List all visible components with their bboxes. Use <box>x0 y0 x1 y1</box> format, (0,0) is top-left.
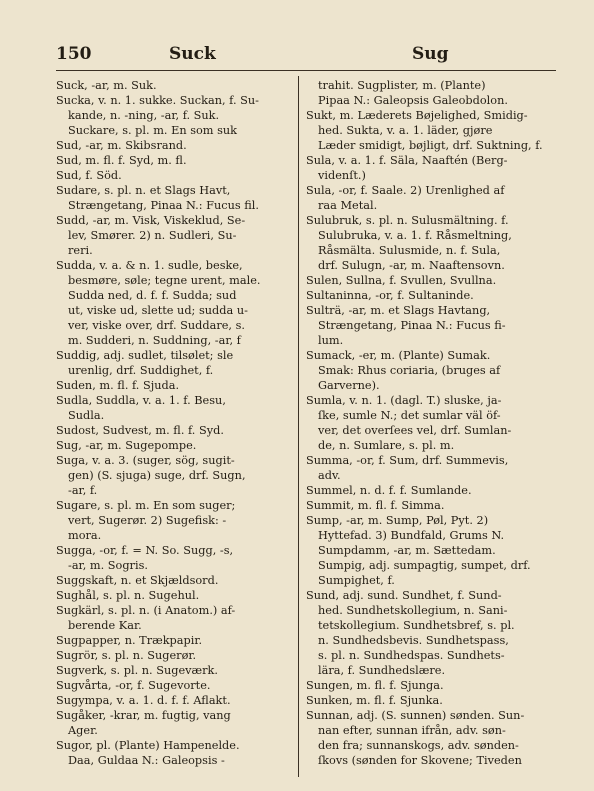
page-header <box>56 44 556 70</box>
entry-line: Sud, m. fl. f. Syd, m. fl. <box>56 154 187 167</box>
entry-line: Sunnan, adj. (S. sunnen) sønden. Sun- <box>306 709 525 722</box>
entry-line: raa Metal. <box>318 199 378 212</box>
entry-line: Sug, -ar, m. Sugepompe. <box>56 439 197 452</box>
entry-line: Sugåker, -krar, m. fugtig, vang <box>56 709 231 722</box>
entry-line: Læder smidigt, bøjligt, drf. Suktning, f. <box>318 139 543 152</box>
entry-line: -ar, f. <box>68 484 98 497</box>
entry-line: vert, Sugerør. 2) Sugefisk: - <box>68 514 227 527</box>
entry-line: videnſt.) <box>318 169 366 182</box>
right-column <box>306 78 558 768</box>
entry-line: Sudla, Suddla, v. a. 1. f. Besu, <box>56 394 226 407</box>
entry-line: Sulubruk, s. pl. n. Sulusmältning. f. <box>306 214 509 227</box>
entry-line: Sugare, s. pl. m. En som suger; <box>56 499 236 512</box>
entry-line: n. Sundhedsbevis. Sundhetspass, <box>318 634 509 647</box>
entry-line: berende Kar. <box>68 619 142 632</box>
entry-line: s. pl. n. Sundhedspas. Sundhets- <box>318 649 505 662</box>
entry-line: Sudla. <box>68 409 105 422</box>
entry-line: Sudda, v. a. & n. 1. sudle, beske, <box>56 259 243 272</box>
entry-line: Sulubruka, v. a. 1. f. Råsmeltning, <box>318 229 512 242</box>
entry-line: Strængetang, Pinaa N.: Fucus fi- <box>318 319 506 332</box>
entry-line: Sudost, Sudvest, m. fl. f. Syd. <box>56 424 224 437</box>
entry-line: adv. <box>318 469 341 482</box>
entry-line: Smak: Rhus coriaria, (bruges af <box>318 364 501 377</box>
entry-line: Summit, m. fl. f. Simma. <box>306 499 445 512</box>
left-column <box>56 78 292 768</box>
entry-line: m. Sudderi, n. Suddning, -ar, f <box>68 334 241 347</box>
entry-line: Sugor, pl. (Plante) Hampenelde. <box>56 739 240 752</box>
entry-line: ſke, sumle N.; det sumlar väl öf- <box>318 409 501 422</box>
header-rule <box>56 70 556 71</box>
entry-line: nan efter, sunnan ifrån, adv. søn- <box>318 724 506 737</box>
entry-line: Sump, -ar, m. Sump, Pøl, Pyt. 2) <box>306 514 489 527</box>
entry-line: Sugrör, s. pl. n. Sugerør. <box>56 649 197 662</box>
entry-line: lev, Smører. 2) n. Sudleri, Su- <box>68 229 237 242</box>
entry-line: Sugvårta, -or, f. Sugevorte. <box>56 679 211 692</box>
entry-line: Sughål, s. pl. n. Sugehul. <box>56 589 200 602</box>
entry-line: gen) (S. sjuga) suge, drf. Sugn, <box>68 469 246 482</box>
entry-line: Sugga, -or, f. = N. So. Sugg, -s, <box>56 544 234 557</box>
entry-line: Sudd, -ar, m. Visk, Viskeklud, Se- <box>56 214 246 227</box>
entry-line: Sugpapper, n. Trækpapir. <box>56 634 203 647</box>
entry-line: Sugympa, v. a. 1. d. f. f. Aflakt. <box>56 694 231 707</box>
entry-line: urenlig, drf. Suddighet, f. <box>68 364 214 377</box>
entry-line: Pipaa N.: Galeopsis Galeobdolon. <box>318 94 508 107</box>
entry-line: Sungen, m. fl. f. Sjunga. <box>306 679 444 692</box>
entry-line: ſkovs (sønden for Skovene; Tiveden <box>318 754 522 767</box>
entry-line: Sulträ, -ar, m. et Slags Havtang, <box>306 304 491 317</box>
entry-line: reri. <box>68 244 93 257</box>
entry-line: Sumack, -er, m. (Plante) Sumak. <box>306 349 491 362</box>
entry-line: Sudare, s. pl. n. et Slags Havt, <box>56 184 231 197</box>
entry-line: Sud, f. Söd. <box>56 169 122 182</box>
entry-line: lära, f. Sundhedslære. <box>318 664 446 677</box>
entry-line: Sumla, v. n. 1. (dagl. T.) sluske, ja- <box>306 394 502 407</box>
entry-line: Suck, -ar, m. Suk. <box>56 79 157 92</box>
entry-line: Råsmälta. Sulusmide, n. f. Sula, <box>318 244 501 257</box>
entry-line: Summa, -or, f. Sum, drf. Summevis, <box>306 454 509 467</box>
entry-line: den fra; sunnanskogs, adv. sønden- <box>318 739 519 752</box>
entry-line: Sund, adj. sund. Sundhet, f. Sund- <box>306 589 502 602</box>
entry-line: mora. <box>68 529 102 542</box>
entry-line: Sumpdamm, -ar, m. Sættedam. <box>318 544 496 557</box>
entry-line: Daa, Guldaa N.: Galeopsis - <box>68 754 225 767</box>
entry-line: Ager. <box>68 724 98 737</box>
entry-line: Strængetang, Pinaa N.: Fucus fil. <box>68 199 259 212</box>
entry-line: hed. Sukta, v. a. 1. läder, gjøre <box>318 124 493 137</box>
entry-line: Sula, v. a. 1. f. Säla, Naaftén (Berg- <box>306 154 508 167</box>
left-guide-word: Suck <box>169 44 216 64</box>
entry-line: Sugkärl, s. pl. n. (i Anatom.) af- <box>56 604 236 617</box>
entry-line: Sukt, m. Læderets Bøjelighed, Smidig- <box>306 109 528 122</box>
entry-line: Sucka, v. n. 1. sukke. Suckan, f. Su- <box>56 94 259 107</box>
entry-line: Suggskaft, n. et Skjældsord. <box>56 574 219 587</box>
entry-line: hed. Sundhetskollegium, n. Sani- <box>318 604 508 617</box>
entry-line: Summel, n. d. f. f. Sumlande. <box>306 484 472 497</box>
entry-line: Sunken, m. fl. f. Sjunka. <box>306 694 443 707</box>
entry-line: ut, viske ud, slette ud; sudda u- <box>68 304 248 317</box>
entry-line: Hyttefad. 3) Bundfald, Grums N. <box>318 529 505 542</box>
entry-line: de, n. Sumlare, s. pl. m. <box>318 439 455 452</box>
entry-line: Suddig, adj. sudlet, tilsølet; sle <box>56 349 234 362</box>
entry-line: Sula, -or, f. Saale. 2) Urenlighed af <box>306 184 505 197</box>
entry-line: besmøre, søle; tegne urent, male. <box>68 274 261 287</box>
entry-line: Sumpighet, f. <box>318 574 395 587</box>
entry-line: Sud, -ar, m. Skibsrand. <box>56 139 187 152</box>
entry-line: trahit. Sugplister, m. (Plante) <box>318 79 486 92</box>
entry-line: drf. Sulugn, -ar, m. Naaftensovn. <box>318 259 505 272</box>
entry-line: Garverne). <box>318 379 380 392</box>
entry-line: Suden, m. fl. f. Sjuda. <box>56 379 180 392</box>
entry-line: ver, viske over, drf. Suddare, s. <box>68 319 245 332</box>
page-number: 150 <box>56 44 92 64</box>
column-divider <box>298 76 299 777</box>
right-guide-word: Sug <box>412 44 449 64</box>
entry-line: Suckare, s. pl. m. En som suk <box>68 124 238 137</box>
entry-line: tetskollegium. Sundhetsbref, s. pl. <box>318 619 515 632</box>
entry-line: Suga, v. a. 3. (suger, sög, sugit- <box>56 454 235 467</box>
entry-line: ver, det overſees vel, drf. Sumlan- <box>318 424 512 437</box>
entry-line: Sultaninna, -or, f. Sultaninde. <box>306 289 474 302</box>
entry-line: Sulen, Sullna, f. Svullen, Svullna. <box>306 274 497 287</box>
entry-line: Sumpig, adj. sumpagtig, sumpet, drf. <box>318 559 531 572</box>
entry-line: lum. <box>318 334 344 347</box>
entry-line: -ar, m. Sogris. <box>68 559 148 572</box>
entry-line: Sugverk, s. pl. n. Sugeværk. <box>56 664 218 677</box>
entry-line: Sudda ned, d. f. f. Sudda; sud <box>68 289 237 302</box>
entry-line: kande, n. -ning, -ar, f. Suk. <box>68 109 220 122</box>
